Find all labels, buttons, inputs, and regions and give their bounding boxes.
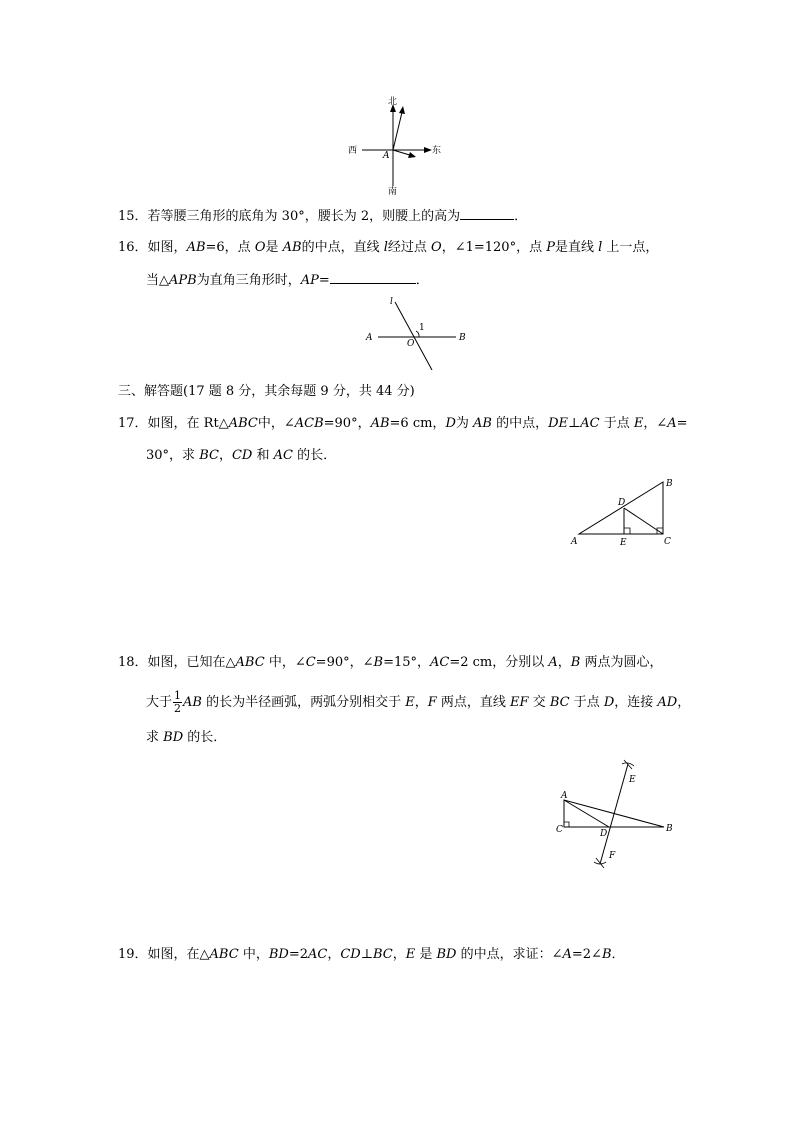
label-l: l: [390, 297, 393, 307]
question-18-line-2: [146, 690, 690, 715]
segment-ad: [564, 800, 609, 827]
math-variable: AB: [282, 240, 302, 255]
label-angle-1: 1: [419, 323, 425, 333]
label-d: D: [600, 829, 608, 839]
text-segment: =2∠: [571, 947, 602, 962]
label-a: A: [561, 791, 568, 801]
math-variable: BC: [372, 947, 393, 962]
text-segment: ，: [557, 655, 571, 670]
question-17-line-1: [118, 415, 688, 433]
text-segment: 交: [528, 695, 550, 710]
text-segment: =2 cm，分别以: [449, 655, 549, 670]
text-segment: ．: [514, 209, 528, 224]
text-segment: ，∠1=120°，点: [441, 240, 547, 255]
math-variable: EF: [510, 695, 529, 710]
text-segment: 的长．: [292, 448, 337, 463]
ray-north-east: [393, 108, 403, 150]
text-segment: =6 cm，: [389, 416, 446, 431]
text-segment: =2: [288, 947, 308, 962]
math-variable: BD: [163, 730, 184, 745]
question-number: 18．: [118, 655, 148, 670]
text-segment: =6，点: [205, 240, 255, 255]
math-variable: D: [445, 416, 456, 431]
text-segment: 的中点，: [491, 416, 549, 431]
text-segment: 如图，: [147, 240, 187, 255]
arc-f: [594, 858, 606, 868]
text-segment: 为直角三角形时，: [196, 273, 301, 288]
text-segment: ，: [392, 947, 406, 962]
math-variable: AB: [473, 416, 492, 431]
question-16-line-1: [118, 239, 658, 257]
math-variable: BC: [549, 695, 570, 710]
question-16-line-2: [146, 271, 429, 290]
question-17-line-2: [146, 447, 336, 465]
text-segment: 30°，求: [146, 448, 200, 463]
label-b: B: [459, 333, 466, 343]
text-segment: 是直线: [554, 240, 599, 255]
question-18-line-3: [146, 729, 226, 747]
compass-north-label: 北: [388, 97, 398, 107]
math-variable: E: [405, 695, 415, 710]
ray-es-arrowhead: [408, 152, 416, 158]
text-segment: =: [676, 416, 688, 431]
figure-18: [552, 752, 682, 872]
math-variable: B: [373, 655, 384, 670]
text-segment: ，∠: [643, 416, 668, 431]
math-variable: ABC: [235, 655, 265, 670]
math-variable: ABC: [228, 416, 258, 431]
text-segment: 当△: [146, 273, 169, 288]
figure-16: [360, 294, 480, 374]
text-segment: 于点: [599, 416, 634, 431]
math-variable: BD: [436, 947, 457, 962]
text-segment: ，: [327, 947, 341, 962]
text-segment: 的中点，直线: [301, 240, 384, 255]
label-b: B: [666, 479, 673, 489]
math-variable: BD: [268, 947, 289, 962]
fraction-one-half: [173, 690, 182, 715]
text-segment: 如图，已知在△: [147, 655, 236, 670]
math-variable: AC: [580, 416, 600, 431]
text-segment: 是: [415, 947, 437, 962]
label-o: O: [407, 339, 415, 349]
text-segment: 中，∠: [257, 416, 295, 431]
figure-17: [566, 474, 682, 554]
text-segment: ．: [415, 273, 429, 288]
text-segment: 上一点，: [602, 240, 659, 255]
text-segment: 2: [174, 702, 182, 715]
text-segment: 如图，在△: [147, 947, 210, 962]
math-variable: AB: [183, 695, 202, 710]
math-variable: A: [667, 416, 677, 431]
arc-e: [622, 760, 634, 769]
text-segment: 的长为半径画弧，两弧分别相交于: [201, 695, 406, 710]
math-variable: C: [305, 655, 316, 670]
math-variable: A: [548, 655, 558, 670]
text-segment: 是: [265, 240, 283, 255]
math-variable: F: [427, 695, 437, 710]
text-segment: 中，: [238, 947, 269, 962]
right-angle-e: [624, 528, 630, 534]
line-ef: [600, 764, 628, 864]
math-variable: O: [431, 240, 442, 255]
text-segment: 的中点，求证：∠: [456, 947, 563, 962]
math-variable: DE: [548, 416, 569, 431]
math-variable: l: [598, 240, 603, 255]
text-segment: 大于: [146, 695, 173, 710]
text-segment: 如图，在 Rt△: [147, 416, 229, 431]
question-number: 16．: [118, 240, 148, 255]
question-19: [118, 946, 625, 964]
compass-south-label: 南: [388, 187, 398, 197]
compass-figure: [340, 96, 450, 196]
line-l: [395, 302, 432, 370]
math-variable: AB: [370, 416, 390, 431]
answer-blank: [330, 271, 416, 284]
math-variable: B: [570, 655, 581, 670]
math-variable: P: [546, 240, 555, 255]
math-variable: AB: [186, 240, 206, 255]
question-18-line-1: [118, 654, 663, 672]
label-e: E: [629, 775, 636, 785]
text-segment: =15°，: [383, 655, 430, 670]
question-text: 若等腰三角形的底角为 30°，腰长为 2，则腰上的高为: [147, 209, 461, 224]
answer-blank: [460, 207, 514, 220]
text-segment: =90°，∠: [315, 655, 374, 670]
text-segment: 两点为圆心，: [580, 655, 663, 670]
label-c: C: [556, 825, 563, 835]
math-variable: B: [601, 947, 612, 962]
text-segment: 为: [455, 416, 474, 431]
text-segment: =: [318, 273, 330, 288]
question-number: 19．: [118, 947, 148, 962]
math-variable: ACB: [294, 416, 324, 431]
math-variable: BC: [199, 448, 219, 463]
east-arrowhead: [424, 147, 432, 153]
section-3-heading: 三、解答题(17 题 8 分，其余每题 9 分，共 44 分): [118, 384, 415, 399]
math-variable: ABC: [209, 947, 239, 962]
text-segment: 经过点: [387, 240, 432, 255]
math-variable: D: [603, 695, 615, 710]
text-segment: 中，∠: [264, 655, 306, 670]
text-segment: ，: [414, 695, 428, 710]
text-segment: 和: [252, 448, 274, 463]
compass-west-label: 西: [348, 146, 358, 156]
text-segment: 两点，直线: [436, 695, 511, 710]
math-variable: O: [254, 240, 266, 255]
compass-east-label: 东: [432, 146, 442, 156]
text-segment: ，: [677, 695, 691, 710]
label-d: D: [618, 498, 626, 508]
text-segment: 的长．: [183, 730, 227, 745]
label-f: F: [609, 851, 616, 861]
math-variable: AP: [300, 273, 319, 288]
text-segment: 1: [174, 689, 182, 702]
text-segment: 求: [146, 730, 164, 745]
math-variable: AD: [657, 695, 678, 710]
math-variable: CD: [231, 448, 253, 463]
text-segment: 于点: [569, 695, 604, 710]
question-number: 17．: [118, 416, 148, 431]
compass-point-label: A: [383, 151, 390, 161]
label-c: C: [664, 537, 671, 547]
label-e: E: [620, 538, 627, 548]
math-variable: APB: [169, 273, 197, 288]
question-number: 15．: [118, 209, 148, 224]
text-segment: ⊥: [568, 416, 581, 431]
math-variable: AC: [273, 448, 293, 463]
math-variable: AC: [307, 947, 328, 962]
math-variable: l: [383, 240, 388, 255]
label-a: A: [366, 333, 373, 343]
label-a: A: [571, 537, 578, 547]
math-variable: E: [405, 947, 416, 962]
label-b: B: [666, 824, 673, 834]
ray-ne-arrowhead: [399, 106, 405, 114]
text-segment: ．: [611, 947, 625, 962]
text-segment: ⊥: [360, 947, 373, 962]
math-variable: AC: [430, 655, 450, 670]
question-15: [118, 207, 527, 226]
text-segment: =90°，: [323, 416, 371, 431]
math-variable: A: [562, 947, 572, 962]
math-variable: E: [633, 416, 644, 431]
text-segment: ，连接: [614, 695, 658, 710]
math-variable: CD: [340, 947, 361, 962]
right-angle-c: [564, 822, 569, 827]
text-segment: ，: [218, 448, 232, 463]
